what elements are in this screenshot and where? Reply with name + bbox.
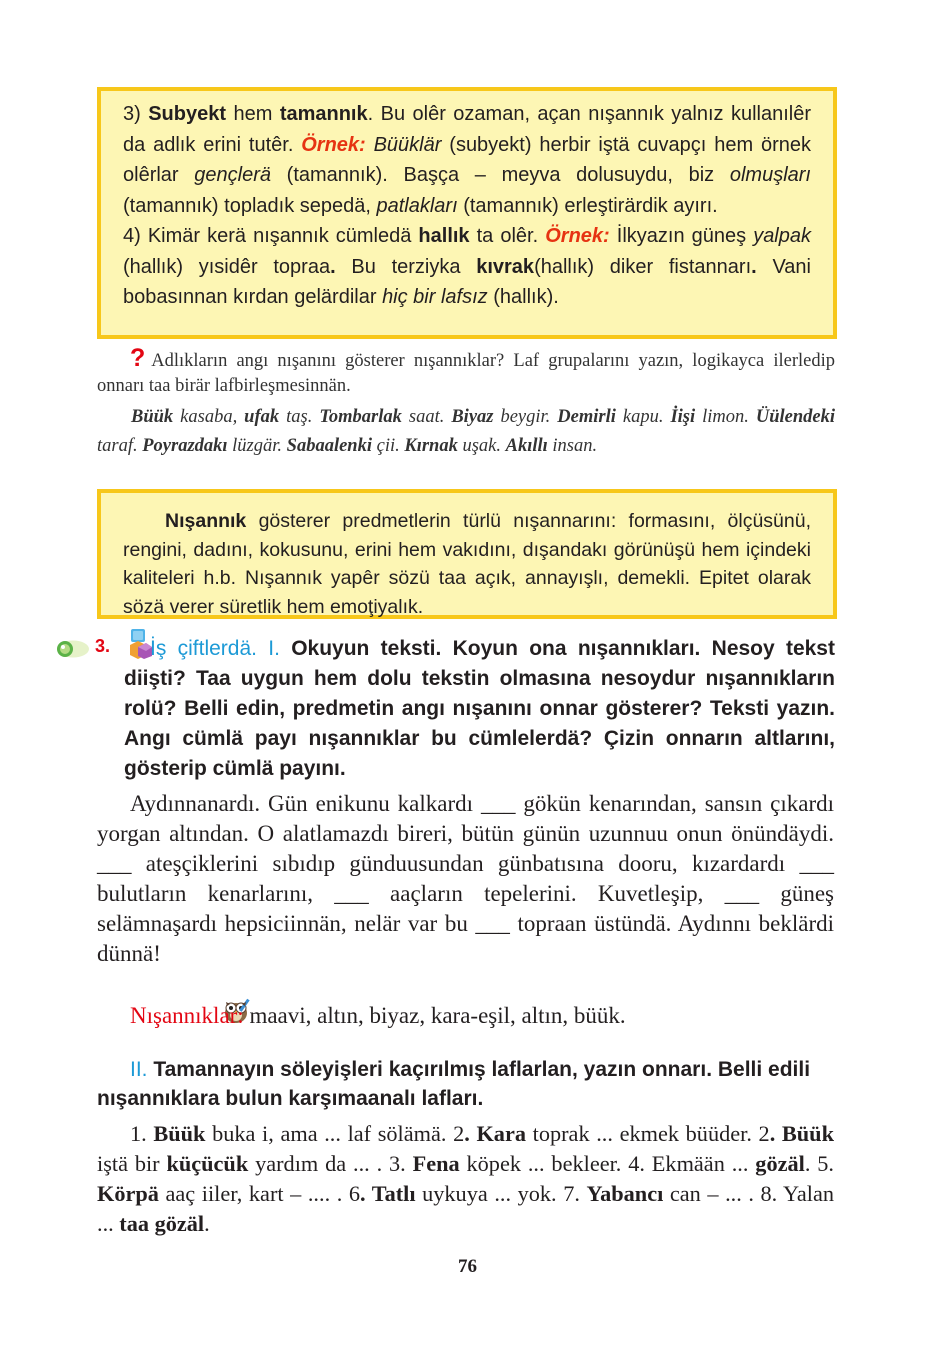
proverb-adjective: küçücük	[166, 1151, 249, 1176]
proverb-text: iştä bir	[97, 1151, 167, 1176]
proverb-adjective: gözäl	[755, 1151, 805, 1176]
question-mark-icon: ?	[130, 344, 146, 372]
example-adjective: Biyaz	[451, 407, 494, 427]
example-label: Örnek:	[545, 225, 610, 247]
proverb-adjective: . Tatlı	[360, 1181, 416, 1206]
proverb-text: . 5.	[804, 1151, 834, 1176]
rule-box-subject-object	[97, 87, 837, 339]
definition-text: gösterer predmetlerin türlü nışannarını: formasını, ölçüsünü, rengini, dadını, kokusunu, erini hem vakıdını, dışandakı görünüşü hem içindeki kaliteleri h.b. Nışannık yapêr sözü taa açık, annayışlı, demekli. Epitet olarak sözä verer süretlik hem emoţiyalık.	[123, 510, 811, 618]
proverb-text: köpek ... bekleer. 4. Ekmään ...	[459, 1151, 756, 1176]
adjective-list	[130, 1003, 626, 1029]
task-number: 3.	[95, 636, 111, 656]
green-bullet-icon	[56, 640, 90, 658]
example-noun: lüzgär.	[227, 436, 287, 456]
example-adjective: ufak	[244, 407, 280, 427]
example-adjective: Üülendeki	[755, 407, 836, 427]
task2-number: II.	[130, 1058, 148, 1081]
proverb-text: .	[204, 1211, 210, 1236]
example-noun: taş.	[279, 407, 320, 427]
proverb-text: toprak ... ekmek büüder. 2	[526, 1121, 770, 1146]
example-adjective: Demirli	[557, 407, 616, 427]
page-number: 76	[458, 1256, 477, 1277]
rule-item-3: 3) Subyekt hem tamannık. Bu olêr ozaman, açan nışannık yalnız kullanılêr da adlık erini tutêr. Örnek: Büüklär (subyekt) herbir iştä cuvapçı hem örnek olêrlar gençlerä (tamannık). Başça – meyva dolusuydu, biz olmuşları (tamannık) topladık sepedä, patlakları (tamannık) erleştirärdik ayırı.	[123, 103, 812, 217]
proverb-text: yardım da ... . 3.	[248, 1151, 413, 1176]
adjective-list-label: Nışannıklar:	[130, 1003, 244, 1028]
example-adjective: Büük	[131, 407, 174, 427]
proverbs-exercise	[97, 1119, 834, 1239]
task2-instructions: II. Tamannayın söleyişleri kaçırılmış laflarlan, yazın onnarı. Belli edili nışannıklara bulun karşımaanalı lafları.	[97, 1058, 811, 1110]
proverb-text: buka i, ama ... laf sölämä. 2	[205, 1121, 465, 1146]
proverb-adjective: taa gözäl	[119, 1211, 205, 1236]
question-block	[97, 346, 835, 399]
proverb-adjective: Fena	[412, 1151, 460, 1176]
definition-box	[97, 489, 837, 619]
example-label: Örnek:	[301, 133, 366, 156]
task3-heading: İş çiftlerdä. I.	[150, 637, 280, 660]
definition-term: Nışannık	[165, 510, 247, 532]
example-adjective: İişi	[670, 407, 696, 427]
example-noun: uşak.	[457, 436, 506, 456]
example-adjective: Kırnak	[404, 436, 458, 456]
question-text: Adlıkların angı nışanını gösterer nışannıklar? Laf grupalarını yazın, logikayca ilerledip onnarı taa birär lafbirleşmesinnän.	[97, 351, 835, 396]
example-adjective: Akıllı	[505, 436, 548, 456]
example-noun: kapu.	[615, 407, 671, 427]
example-noun: kasaba,	[173, 407, 245, 427]
proverb-adjective: Büük	[153, 1121, 206, 1146]
proverb-text: can – ... . 8. Yalan ...	[97, 1181, 834, 1236]
example-noun: saat.	[401, 407, 452, 427]
example-noun: insan.	[547, 436, 598, 456]
example-noun: beygir.	[493, 407, 558, 427]
example-noun: limon.	[695, 407, 756, 427]
example-adjective: Sabaalenki	[286, 436, 372, 456]
proverb-text: 1.	[130, 1121, 154, 1146]
reading-passage: Aydınnanardı. Gün enikunu kalkardı ___ gökün kenarından, sansın çıkardı yorgan altından. O alatlamazdı bireri, bütün günün uzunnuu onun önündäydi. ___ ateşçiklerini sıbıdıp günduusundan günbatısına dooru, kızardardı ___ bulutların kenarlarını, ___ aaçların tepelerini. Kuvetleşip, ___ güneş selämnaşardı hepsiciinnän, nelär var bu ___ topraan üstündä. Aydınnı beklärdi dünnä!	[97, 791, 834, 966]
proverb-adjective: Körpä	[97, 1181, 159, 1206]
example-adjective: Tombarlak	[319, 407, 402, 427]
example-noun: çii.	[372, 436, 405, 456]
task3-instructions: İş çiftlerdä. I. Okuyun teksti. Koyun ona nışannıkları. Nesoy tekst diişti? Taa uygun hem dolu tekstin olmasına nesoydur nışannıkların rolü? Belli edin, predmetin angı nışanını onnar gösterer? Teksti yazın. Angı cümlä payı nışannıklar bu cümlelerdä? Çizin onnarın altlarını, gösterip cümlä payını.	[124, 637, 835, 780]
proverb-text: uykuya ... yok. 7.	[415, 1181, 587, 1206]
proverb-adjective: Yabancı	[586, 1181, 664, 1206]
example-adjective: Poyrazdakı	[142, 436, 228, 456]
proverb-adjective: . Büük	[769, 1121, 834, 1146]
proverb-text: aaç iiler, kart – .... . 6	[158, 1181, 361, 1206]
example-noun: taraf.	[97, 436, 143, 456]
proverb-adjective: . Kara	[464, 1121, 526, 1146]
rule-item-4: 4) Kimär kerä nışannık cümledä hallık ta olêr. Örnek: İlkyazın güneş yalpak (hallık) yısidêr topraa. Bu terziyka kıvrak(hallık) diker fistannarı. Vani bobasınnan kırdan gelärdilar hiç bir lafsız (hallık).	[123, 225, 811, 308]
adjective-list-words: maavi, altın, biyaz, kara-eşil, altın, büük.	[243, 1003, 626, 1028]
examples-phrases	[97, 403, 835, 461]
